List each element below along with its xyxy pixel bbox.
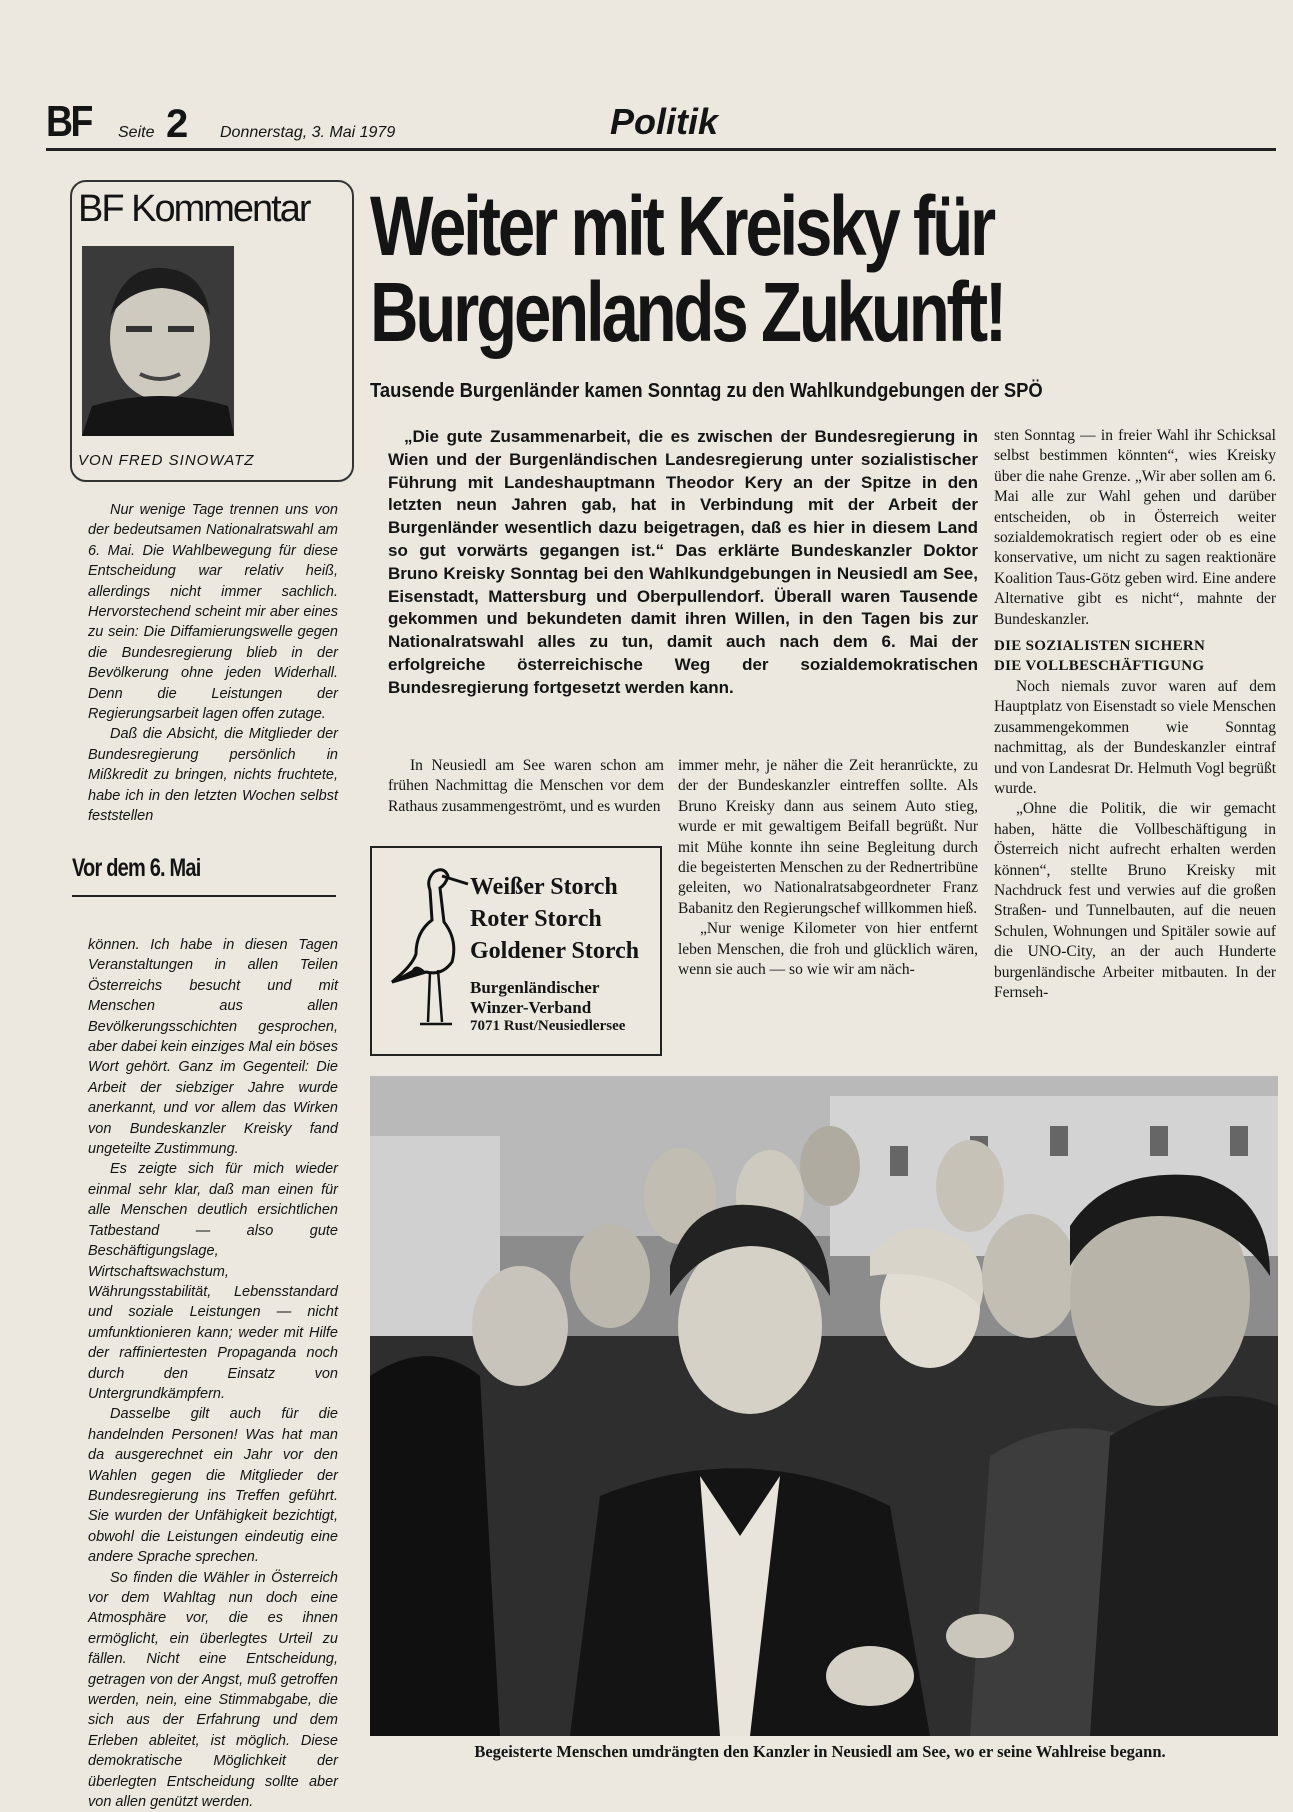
ad-product: Weißer Storch [470, 874, 618, 900]
article-subheadline: Tausende Burgenländer kamen Sonntag zu den Wahlkundgebungen der SPÖ [370, 380, 1043, 402]
paragraph: können. Ich habe in diesen Tagen Veranstaltungen in allen Teilen Österreichs besucht und mit Menschen aus allen Bevölkerungsschichten gesprochen, aber dabei kein einziges Mal ein böses Wort gehört. Ganz im Gegenteil: Die Arbeit der siebziger Jahre wurde anerkannt, und vor allem das Wirken von Bundeskanzler Kreisky fand ungeteilte Zustimmung. [88, 937, 338, 1158]
article-column-3 [994, 426, 1276, 1003]
stork-icon [382, 862, 470, 1032]
paragraph: „Nur wenige Kilometer von hier entfernt leben Menschen, die froh und glücklich wären, wenn sie auch — so wie wir am näch- [678, 920, 978, 979]
subheading-rule [72, 895, 336, 897]
article-column-1 [388, 756, 664, 817]
article-headline [370, 179, 1098, 359]
page-label: Seite [118, 124, 155, 141]
kommentar-author: VON FRED SINOWATZ [78, 452, 255, 469]
author-portrait [82, 246, 234, 436]
kommentar-text-top [88, 500, 338, 827]
ad-product: Roter Storch [470, 906, 602, 932]
paragraph: Es zeigte sich für mich wieder einmal sehr klar, daß man einen für alle Menschen deutlich ersichtlichen Tatbestand — also gute Beschäftigungslage, Wirtschaftswachstum, Währungsstabilität, Lebensstandard und soziale Leistungen — nicht umfunktionieren kann; weder mit Hilfe der raffiniertesten Propaganda noch durch den Einsatz von Untergrundkämpfern. [88, 1161, 338, 1402]
header-rule [46, 148, 1276, 151]
paragraph: Dasselbe gilt auch für die handelnden Personen! Was hat man da ausgerechnet ein Jahr vor den Wahlen gegen die Mitglieder der Bundesregierung ins Treffen geführt. Sie wurden der Unfähigkeit bezichtigt, obwohl die Leistungen eindeutig eine andere Sprache sprechen. [88, 1406, 338, 1566]
kommentar-text-bottom [88, 935, 338, 1812]
photo-caption: Begeisterte Menschen umdrängten den Kanzler in Neusiedl am See, wo er seine Wahlreise begann. [474, 1742, 1166, 1761]
column-subheading: DIE VOLLBESCHÄFTIGUNG [994, 658, 1205, 675]
headline-line: Burgenlands Zukunft! [370, 265, 1005, 359]
ad-company: Winzer-Verband [470, 998, 592, 1017]
newspaper-logo: BF [46, 97, 91, 146]
paragraph: Noch niemals zuvor waren auf dem Hauptplatz von Eisenstadt so viele Menschen zusammengekommen wie Sonntag nachmittag, als der Bundeskanzler eintraf und von Landesrat Dr. Helmuth Vogl begrüßt wurde. [994, 677, 1276, 797]
kommentar-title: BF Kommentar [78, 188, 310, 230]
page-number: 2 [166, 102, 189, 146]
paragraph: So finden die Wähler in Österreich vor dem Wahltag nun doch eine Atmosphäre vor, die es ihnen ermöglicht, ein überlegtes Urteil zu fällen. Nicht eine Entscheidung, getragen von der Angst, muß getroffen werden, nein, eine Stimmabgabe, die sich aus der Erfahrung und dem Erleben ableitet, ist möglich. Diese demokratische Möglichkeit der überlegten Entscheidung sollte aber von allen genützt werden. [88, 1569, 338, 1811]
issue-date: Donnerstag, 3. Mai 1979 [220, 124, 396, 141]
paragraph: immer mehr, je näher die Zeit heranrückte, zu der der Bundeskanzler eintreffen sollte. Als Bruno Kreisky dann aus seinem Auto stieg, wurde er mit gewaltigem Beifall begrüßt. Nur mit Mühe konnte ihn seine Begleitung durch die begeisterten Menschen zu der Rednertribüne geleiten, wo Nationalratsabgeordneter Franz Babanitz den Regierungschef willkommen hieß. [678, 757, 978, 917]
paragraph: „Ohne die Politik, die wir gemacht haben, hätte die Vollbeschäftigung in Österreich nicht aufrecht erhalten werden können“, stellte Bruno Kreisky mit Nachdruck fest und verwies auf die großen Straßen- und Tunnelbauten, auf die neuen Schulen, Wohnungen und Spitäler sowie auf die UNO-City, an der auch Hunderte burgenländische Arbeiter mitbauten. In der Fernseh- [994, 800, 1276, 1001]
section-title: Politik [610, 101, 719, 142]
kommentar-subheading: Vor dem 6. Mai [72, 854, 201, 882]
paragraph: Nur wenige Tage trennen uns von der bedeutsamen Nationalratswahl am 6. Mai. Die Wahlbewegung für diese Entscheidung war relativ heiß, allerdings nicht immer sachlich. Hervorstechend scheint mir aber eines zu sein: Die Diffamierungswelle gegen die Bundesregierung blieb in der Bevölkerung ohne jeden Widerhall. Denn die Leistungen der Regierungsarbeit lagen offen zutage. [88, 502, 338, 723]
paragraph: Daß die Absicht, die Mitglieder der Bundesregierung persönlich in Mißkredit zu bringen, nichts fruchtete, habe ich in den letzten Wochen selbst feststellen [88, 726, 338, 825]
article-lead: „Die gute Zusammenarbeit, die es zwischen der Bundesregierung in Wien und der Burgenländischen Landesregierung unter sozialistischer Führung mit Landeshauptmann Theodor Kery an der Spitze in den letzten neun Jahren gab, hat in Verbindung mit der Arbeit der Burgenländer wesentlich dazu beigetragen, daß es hier in diesem Land so gut vorwärts gegangen ist.“ Das erklärte Bundeskanzler Doktor Bruno Kreisky Sonntag bei den Wahlkundgebungen in Neusiedl am See, Eisenstadt, Mattersburg und Oberpullendorf. Überall waren Tausende gekommen und bekundeten damit ihren Willen, in den Tagen bis zur Nationalratswahl alles zu tun, damit auch nach dem 6. Mai der erfolgreiche österreichische Weg der sozialdemokratischen Bundesregierung fortgesetzt werden kann. [388, 427, 978, 697]
article-column-2 [678, 756, 978, 980]
paragraph: sten Sonntag — in freier Wahl ihr Schicksal selbst bestimmen könnten“, wies Kreisky über die nahe Grenze. „Wir aber sollen am 6. Mai alle zur Wahl gehen und darüber entscheiden, ob in Österreich weiter sozialdemokratisch regiert oder ob es eine konservative, um nicht zu sagen reaktionäre Koalition Taus-Götz geben wird. Eine andere Alternative gibt es nicht“, mahnte der Bundeskanzler. [994, 427, 1276, 628]
ad-company: Burgenländischer [470, 978, 600, 997]
crowd-photo [370, 1076, 1278, 1736]
column-subheading: DIE SOZIALISTEN SICHERN [994, 638, 1206, 655]
ad-product: Goldener Storch [470, 938, 640, 964]
paragraph: In Neusiedl am See waren schon am frühen Nachmittag die Menschen vor dem Rathaus zusammengeströmt, und es wurden [388, 757, 664, 815]
ad-address: 7071 Rust/Neusiedlersee [470, 1018, 626, 1034]
headline-line: Weiter mit Kreisky für [370, 179, 993, 273]
